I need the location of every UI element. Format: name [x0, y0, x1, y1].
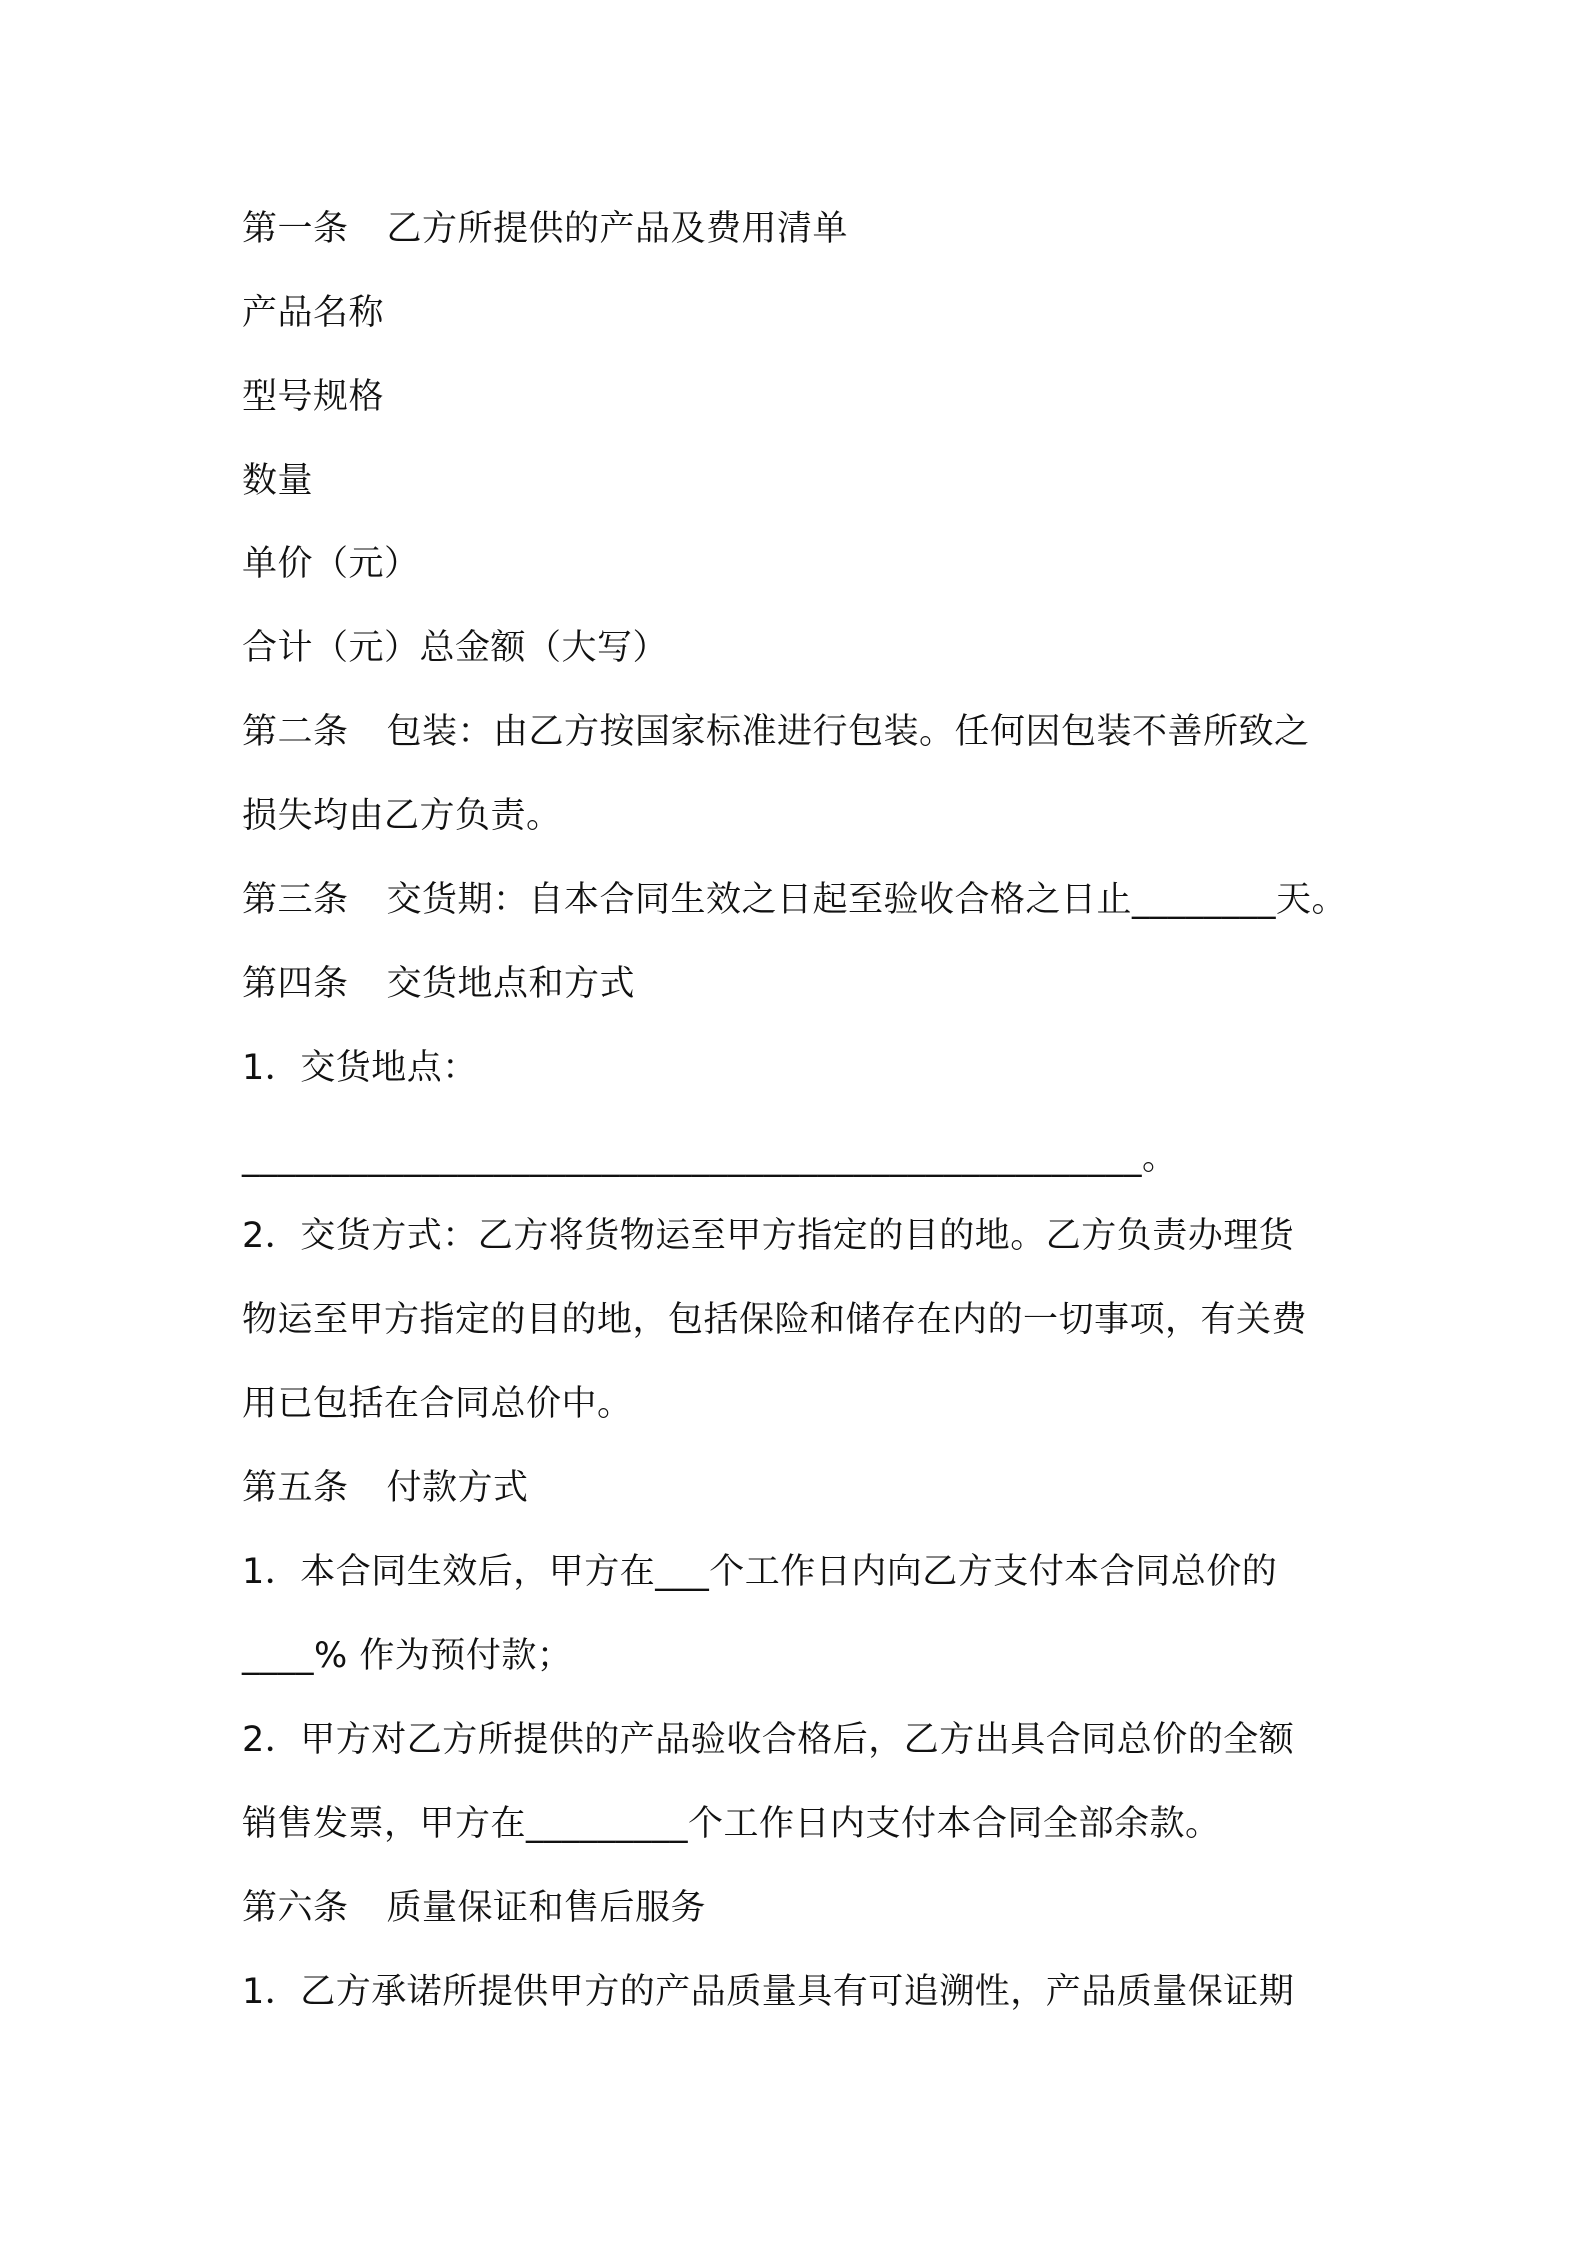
item-total: 合计（元）总金额（大写）	[242, 628, 669, 668]
article-title: 质量保证和售后服务	[386, 1888, 707, 1928]
article-2-heading	[242, 708, 1310, 756]
article-title: 交货地点和方式	[386, 964, 636, 1004]
clause-delivery-method: 2．交货方式：乙方将货物运至甲方指定的目的地。乙方负责办理货	[242, 1216, 1295, 1256]
paragraph-line: ____% 作为预付款；	[242, 1636, 573, 1676]
article-5-heading	[242, 1464, 529, 1512]
article-4-heading	[242, 960, 635, 1008]
article-1-heading	[242, 205, 848, 253]
article-label: 第一条	[242, 209, 349, 249]
article-3-heading	[242, 876, 1347, 924]
article-title: 乙方所提供的产品及费用清单	[386, 209, 849, 249]
clause-delivery-place: 1．交货地点：	[242, 1048, 478, 1088]
paragraph-line: 用已包括在合同总价中。	[242, 1384, 633, 1424]
article-text: 交货期：自本合同生效之日起至验收合格之日止________天。	[386, 880, 1348, 920]
article-label: 第二条	[242, 712, 349, 752]
clause-final-payment: 2．甲方对乙方所提供的产品验收合格后，乙方出具合同总价的全额	[242, 1720, 1295, 1760]
clause-prepayment: 1．本合同生效后，甲方在___个工作日内向乙方支付本合同总价的	[242, 1552, 1278, 1592]
paragraph-line: 物运至甲方指定的目的地，包括保险和储存在内的一切事项，有关费	[242, 1300, 1308, 1340]
article-label: 第六条	[242, 1888, 349, 1928]
article-label: 第五条	[242, 1468, 349, 1508]
article-label: 第四条	[242, 964, 349, 1004]
paragraph-line: 销售发票，甲方在_________个工作日内支付本合同全部余款。	[242, 1804, 1221, 1844]
article-text: 包装：由乙方按国家标准进行包装。任何因包装不善所致之	[386, 712, 1310, 752]
item-product-name: 产品名称	[242, 293, 385, 333]
article-6-heading	[242, 1884, 706, 1932]
paragraph-line: 损失均由乙方负责。	[242, 796, 562, 836]
article-title: 付款方式	[386, 1468, 529, 1508]
item-unit-price: 单价（元）	[242, 544, 420, 584]
article-label: 第三条	[242, 880, 349, 920]
item-model-spec: 型号规格	[242, 377, 385, 417]
clause-quality-guarantee: 1．乙方承诺所提供甲方的产品质量具有可追溯性，产品质量保证期	[242, 1972, 1295, 2012]
item-quantity: 数量	[242, 461, 314, 501]
blank-delivery-place: __________________________________________________。	[242, 1138, 1178, 1178]
